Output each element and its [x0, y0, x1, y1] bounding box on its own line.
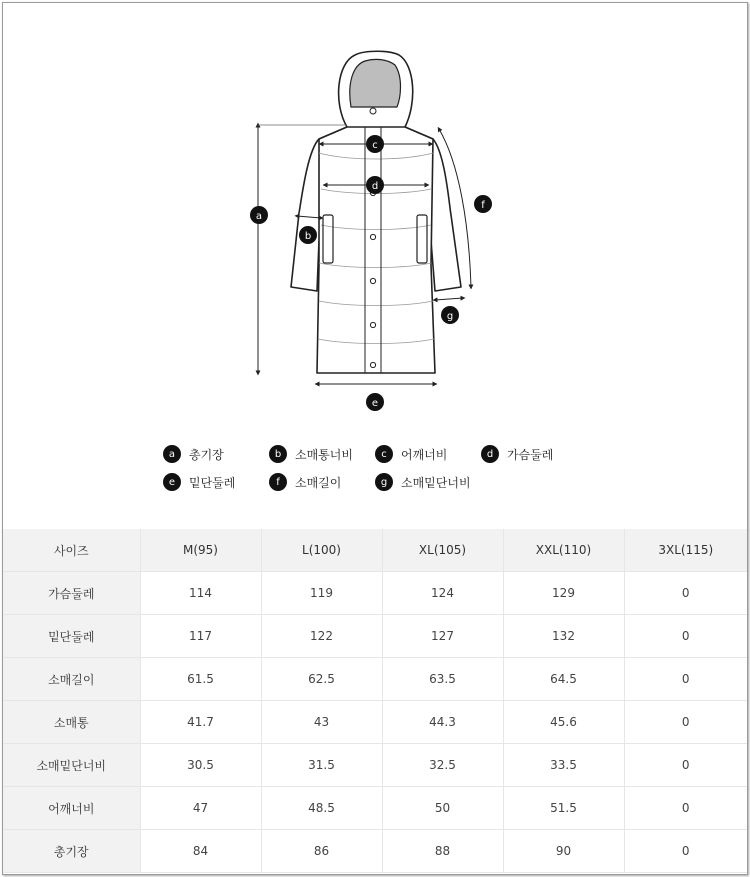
- table-cell: 30.5: [140, 744, 261, 787]
- legend-label: 소매길이: [295, 475, 342, 490]
- table-cell: 31.5: [261, 744, 382, 787]
- legend-badge: c: [375, 445, 393, 463]
- svg-text:b: b: [304, 231, 312, 242]
- table-cell: 0: [624, 830, 747, 873]
- row-header: 소매밑단너비: [3, 744, 140, 787]
- legend-badge: d: [481, 445, 499, 463]
- row-header: 소매길이: [3, 658, 140, 701]
- badge-e: [366, 393, 384, 411]
- legend-label: 어깨너비: [401, 447, 448, 462]
- table-cell: 0: [624, 615, 747, 658]
- table-row: [3, 658, 747, 701]
- table-cell: 48.5: [261, 787, 382, 830]
- size-table: [3, 529, 747, 873]
- table-corner: 사이즈: [3, 529, 140, 572]
- table-cell: 41.7: [140, 701, 261, 744]
- table-row: [3, 830, 747, 873]
- svg-text:g: g: [446, 311, 454, 322]
- table-row: [3, 615, 747, 658]
- badge-a: [250, 206, 268, 224]
- column-header: L(100): [261, 529, 382, 572]
- table-row: [3, 572, 747, 615]
- legend-badge: b: [269, 445, 287, 463]
- table-cell: 47: [140, 787, 261, 830]
- row-header: 어깨너비: [3, 787, 140, 830]
- legend-item-e: [163, 473, 269, 491]
- table-row: [3, 787, 747, 830]
- legend-label: 소매밑단너비: [401, 475, 471, 490]
- column-header: M(95): [140, 529, 261, 572]
- legend-item-d: [481, 445, 587, 463]
- svg-text:e: e: [371, 398, 379, 409]
- table-cell: 64.5: [503, 658, 624, 701]
- legend-item-c: [375, 445, 481, 463]
- table-cell: 119: [261, 572, 382, 615]
- row-header: 총기장: [3, 830, 140, 873]
- table-cell: 0: [624, 787, 747, 830]
- table-cell: 132: [503, 615, 624, 658]
- table-cell: 127: [382, 615, 503, 658]
- table-cell: 114: [140, 572, 261, 615]
- table-cell: 0: [624, 658, 747, 701]
- legend-badge: a: [163, 445, 181, 463]
- table-cell: 0: [624, 701, 747, 744]
- table-header-row: [3, 529, 747, 572]
- table-cell: 0: [624, 572, 747, 615]
- table-cell: 62.5: [261, 658, 382, 701]
- table-row: [3, 701, 747, 744]
- table-cell: 43: [261, 701, 382, 744]
- table-cell: 33.5: [503, 744, 624, 787]
- table-cell: 90: [503, 830, 624, 873]
- row-header: 밑단둘레: [3, 615, 140, 658]
- table-cell: 63.5: [382, 658, 503, 701]
- table-row: [3, 744, 747, 787]
- legend-label: 가슴둘레: [507, 447, 554, 462]
- badge-d: [366, 176, 384, 194]
- table-cell: 44.3: [382, 701, 503, 744]
- table-cell: 61.5: [140, 658, 261, 701]
- legend-item-a: [163, 445, 269, 463]
- badge-g: [441, 306, 459, 324]
- table-cell: 45.6: [503, 701, 624, 744]
- svg-text:f: f: [481, 200, 485, 211]
- column-header: XXL(110): [503, 529, 624, 572]
- coat-diagram: [3, 3, 747, 423]
- table-cell: 86: [261, 830, 382, 873]
- column-header: 3XL(115): [624, 529, 747, 572]
- legend-badge: e: [163, 473, 181, 491]
- measurement-legend: [163, 440, 623, 496]
- table-cell: 50: [382, 787, 503, 830]
- size-guide-frame: [2, 2, 748, 875]
- row-header: 가슴둘레: [3, 572, 140, 615]
- svg-text:c: c: [372, 140, 378, 151]
- legend-badge: g: [375, 473, 393, 491]
- table-cell: 117: [140, 615, 261, 658]
- table-cell: 0: [624, 744, 747, 787]
- legend-badge: f: [269, 473, 287, 491]
- table-cell: 51.5: [503, 787, 624, 830]
- table-cell: 124: [382, 572, 503, 615]
- table-cell: 88: [382, 830, 503, 873]
- legend-item-b: [269, 445, 375, 463]
- legend-item-g: [375, 473, 485, 491]
- badge-c: [366, 135, 384, 153]
- table-cell: 122: [261, 615, 382, 658]
- badge-b: [299, 226, 317, 244]
- legend-label: 소매통너비: [295, 447, 353, 462]
- legend-label: 밑단둘레: [189, 475, 236, 490]
- svg-text:a: a: [255, 211, 263, 222]
- table-cell: 32.5: [382, 744, 503, 787]
- column-header: XL(105): [382, 529, 503, 572]
- svg-text:d: d: [371, 181, 379, 192]
- row-header: 소매통: [3, 701, 140, 744]
- table-cell: 84: [140, 830, 261, 873]
- legend-label: 총기장: [189, 447, 224, 462]
- legend-item-f: [269, 473, 375, 491]
- table-cell: 129: [503, 572, 624, 615]
- badge-f: [474, 195, 492, 213]
